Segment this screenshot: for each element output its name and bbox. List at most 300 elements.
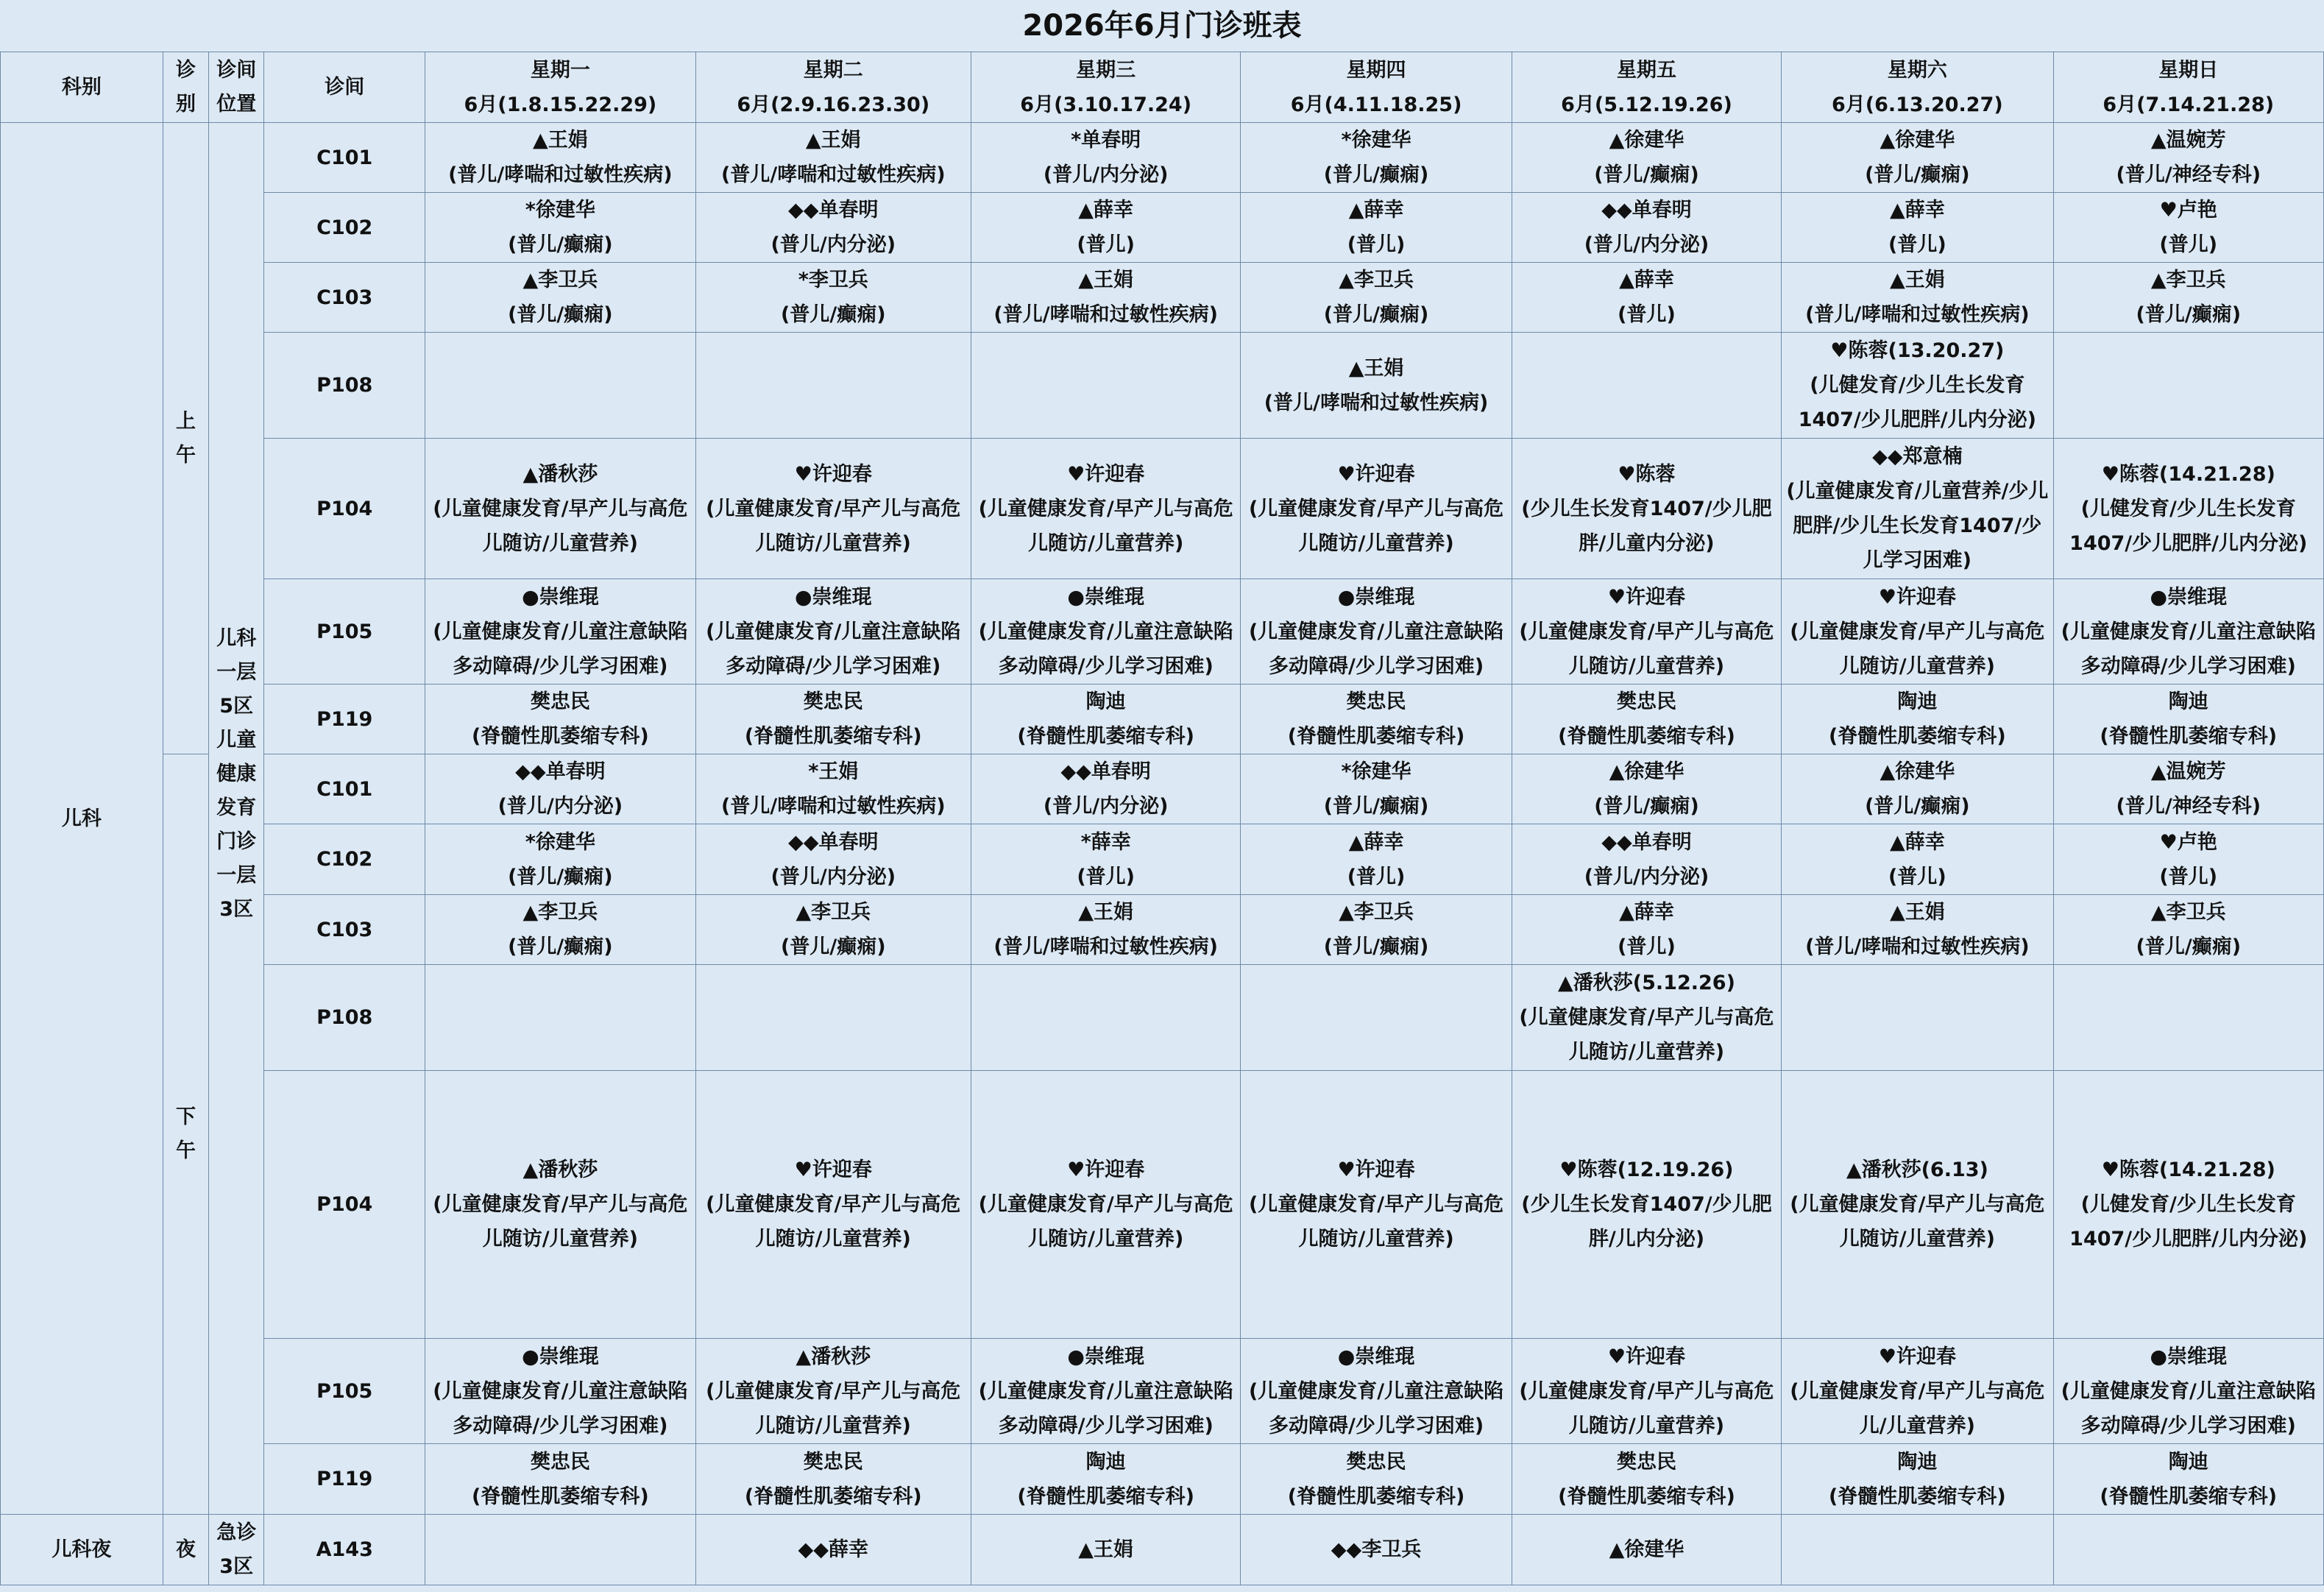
header-dept: 科别 (1, 52, 163, 123)
day-name: 星期二 (803, 58, 863, 82)
specialty-text: (儿童健康发育/早产儿与高危儿随访/儿童营养) (978, 1193, 1233, 1250)
specialty-text: (儿童健康发育/儿童注意缺陷多动障碍/少儿学习困难) (978, 620, 1233, 678)
doctor-name: ▲薛幸 (1619, 269, 1674, 291)
schedule-cell (425, 333, 695, 439)
schedule-cell (971, 1444, 1240, 1515)
specialty-text: (普儿/癫痫) (781, 935, 886, 958)
specialty-text: (儿童健康发育/早产儿与高危儿随访/儿童营养) (1519, 1006, 1774, 1064)
schedule-cell (1241, 439, 1512, 579)
header-day-5 (1512, 52, 1781, 123)
schedule-cell (1241, 824, 1512, 895)
schedule-cell (425, 684, 695, 754)
schedule-cell (1512, 1515, 1781, 1585)
specialty-text: (普儿/哮喘和过敏性疾病) (1805, 935, 2030, 958)
specialty-text: (普儿/癫痫) (1323, 303, 1429, 326)
schedule-table (0, 52, 2324, 1585)
schedule-cell (1241, 263, 1512, 333)
schedule-cell (971, 754, 1240, 824)
schedule-cell (1241, 965, 1512, 1071)
schedule-cell (2053, 965, 2323, 1071)
specialty-text: (普儿/癫痫) (508, 303, 613, 326)
schedule-cell (2053, 1071, 2323, 1339)
room-cell: P108 (264, 333, 425, 439)
specialty-text: (普儿/癫痫) (2136, 303, 2242, 326)
table-row (1, 1071, 2324, 1339)
dept-night-cell: 儿科夜 (1, 1515, 163, 1585)
header-day-4 (1241, 52, 1512, 123)
specialty-text: (脊髓性肌萎缩专科) (2100, 1485, 2278, 1508)
specialty-text: (普儿/哮喘和过敏性疾病) (993, 303, 1218, 326)
specialty-text: (儿童健康发育/儿童注意缺陷多动障碍/少儿学习困难) (978, 1379, 1233, 1437)
header-session: 诊 别 (163, 52, 208, 123)
schedule-cell (1782, 439, 2053, 579)
doctor-name: ♥许迎春 (1878, 1345, 1956, 1368)
specialty-text: (普儿) (1347, 865, 1406, 888)
schedule-cell (695, 1071, 971, 1339)
doctor-name: *王娟 (808, 760, 859, 783)
doctor-name: ▲徐建华 (1609, 129, 1684, 152)
specialty-text: (普儿/癫痫) (1323, 795, 1429, 818)
schedule-cell (1241, 1071, 1512, 1339)
schedule-cell (695, 333, 971, 439)
schedule-cell (695, 895, 971, 965)
schedule-cell (425, 824, 695, 895)
doctor-name: ▲王娟 (805, 129, 861, 152)
specialty-text: (儿童健康发育/早产儿与高危儿随访/儿童营养) (978, 497, 1233, 555)
specialty-text: (普儿) (1888, 865, 1946, 888)
specialty-text: (儿童健康发育/早产儿与高危儿随访/儿童营养) (706, 497, 961, 555)
schedule-cell (1512, 965, 1781, 1071)
doctor-name: ♥陈蓉(14.21.28) (2101, 1158, 2275, 1181)
day-name: 星期五 (1616, 58, 1676, 82)
doctor-name: ◆◆薛幸 (798, 1538, 869, 1561)
doctor-name: ◆◆单春明 (788, 199, 879, 222)
doctor-name: ♥许迎春 (1067, 462, 1145, 486)
day-dates: 6月(3.10.17.24) (1020, 93, 1192, 116)
specialty-text: (普儿/内分泌) (770, 233, 896, 256)
doctor-name: ▲潘秋莎(6.13) (1846, 1158, 1988, 1181)
room-cell: P119 (264, 1444, 425, 1515)
doctor-name: ▲王娟 (1078, 1538, 1134, 1561)
doctor-name: ◆◆单春明 (1601, 199, 1692, 222)
specialty-text: (普儿/神经专科) (2116, 163, 2261, 186)
specialty-text: (儿童健康发育/早产儿与高危儿随访/儿童营养) (706, 1379, 961, 1437)
specialty-text: (普儿/内分泌) (1043, 795, 1169, 818)
doctor-name: ▲徐建华 (1880, 760, 1955, 783)
schedule-cell (1512, 1444, 1781, 1515)
schedule-cell (1512, 754, 1781, 824)
schedule-cell (1241, 684, 1512, 754)
specialty-text: (脊髓性肌萎缩专科) (1558, 1485, 1735, 1508)
schedule-cell (695, 439, 971, 579)
doctor-name: ♥卢艳 (2159, 199, 2217, 222)
schedule-cell (971, 1071, 1240, 1339)
room-cell: P104 (264, 1071, 425, 1339)
specialty-text: (普儿/内分泌) (497, 795, 623, 818)
doctor-name: ▲潘秋莎 (796, 1345, 871, 1368)
doctor-name: ▲王娟 (1889, 269, 1945, 291)
schedule-cell (2053, 824, 2323, 895)
schedule-cell (425, 965, 695, 1071)
doctor-name: ♥陈蓉(14.21.28) (2101, 462, 2275, 486)
schedule-cell (695, 1515, 971, 1585)
schedule-cell (1782, 123, 2053, 193)
specialty-text: (儿童健康发育/儿童注意缺陷多动障碍/少儿学习困难) (706, 620, 961, 678)
doctor-name: ▲徐建华 (1880, 129, 1955, 152)
schedule-cell (425, 193, 695, 263)
specialty-text: (普儿) (1077, 233, 1136, 256)
specialty-text: (脊髓性肌萎缩专科) (1829, 725, 2006, 748)
schedule-cell (971, 965, 1240, 1071)
specialty-text: (儿童健康发育/儿童注意缺陷多动障碍/少儿学习困难) (1248, 1379, 1504, 1437)
schedule-cell (1512, 684, 1781, 754)
doctor-name: ▲潘秋莎(5.12.26) (1558, 972, 1735, 994)
schedule-cell (2053, 123, 2323, 193)
header-day-7 (2053, 52, 2323, 123)
schedule-cell (2053, 193, 2323, 263)
day-dates: 6月(7.14.21.28) (2102, 93, 2275, 116)
specialty-text: (儿童健康发育/早产儿与高危儿随访/儿童营养) (1519, 620, 1774, 678)
specialty-text: (普儿/哮喘和过敏性疾病) (993, 935, 1218, 958)
schedule-cell (2053, 439, 2323, 579)
room-cell: A143 (264, 1515, 425, 1585)
doctor-name: ▲李卫兵 (796, 901, 871, 924)
schedule-cell (2053, 1515, 2323, 1585)
schedule-cell (971, 579, 1240, 684)
specialty-text: (少儿生长发育1407/少儿肥胖/儿童内分泌) (1521, 497, 1772, 555)
schedule-cell (1782, 263, 2053, 333)
doctor-name: 樊忠民 (1616, 1450, 1676, 1474)
doctor-name: ●崇维琨 (2150, 1345, 2228, 1368)
schedule-cell (1512, 1071, 1781, 1339)
doctor-name: ▲李卫兵 (522, 901, 598, 924)
schedule-cell (971, 193, 1240, 263)
session-night: 夜 (163, 1515, 208, 1585)
room-cell: C101 (264, 123, 425, 193)
specialty-text: (普儿/神经专科) (2116, 795, 2261, 818)
schedule-cell (425, 1444, 695, 1515)
day-dates: 6月(4.11.18.25) (1290, 93, 1462, 116)
day-name: 星期六 (1887, 58, 1947, 82)
header-room: 诊间 (264, 52, 425, 123)
specialty-text: (脊髓性肌萎缩专科) (2100, 725, 2278, 748)
schedule-cell (971, 439, 1240, 579)
specialty-text: (普儿/内分泌) (1043, 163, 1169, 186)
doctor-name: 陶迪 (1085, 690, 1126, 713)
doctor-name: ▲薛幸 (1619, 901, 1674, 924)
table-row (1, 1515, 2324, 1585)
doctor-name: ▲薛幸 (1889, 199, 1945, 222)
doctor-name: ♥许迎春 (1337, 462, 1415, 486)
specialty-text: (普儿/内分泌) (1584, 233, 1710, 256)
doctor-name: ▲徐建华 (1609, 1538, 1684, 1561)
specialty-text: (儿童健康发育/儿童注意缺陷多动障碍/少儿学习困难) (2061, 620, 2316, 678)
specialty-text: (脊髓性肌萎缩专科) (1287, 1485, 1465, 1508)
schedule-cell (1512, 579, 1781, 684)
schedule-cell (2053, 1339, 2323, 1444)
schedule-cell (1782, 684, 2053, 754)
table-row (1, 193, 2324, 263)
specialty-text: (普儿/癫痫) (508, 865, 613, 888)
schedule-cell (971, 333, 1240, 439)
specialty-text: (普儿) (1618, 935, 1676, 958)
doctor-name: ♥许迎春 (1067, 1158, 1145, 1181)
schedule-cell (1512, 333, 1781, 439)
specialty-text: (儿童健康发育/儿童注意缺陷多动障碍/少儿学习困难) (433, 620, 688, 678)
schedule-cell (425, 439, 695, 579)
specialty-text: (儿童健康发育/儿童注意缺陷多动障碍/少儿学习困难) (433, 1379, 688, 1437)
day-dates: 6月(1.8.15.22.29) (464, 93, 657, 116)
schedule-cell (695, 193, 971, 263)
specialty-text: (儿童健康发育/早产儿与高危儿随访/儿童营养) (1790, 620, 2045, 678)
page-title: 2026年6月门诊班表 (1022, 9, 1302, 43)
schedule-cell (695, 754, 971, 824)
schedule-cell (695, 263, 971, 333)
table-row (1, 439, 2324, 579)
specialty-text: (普儿/哮喘和过敏性疾病) (448, 163, 673, 186)
doctor-name: *李卫兵 (798, 269, 868, 291)
doctor-name: ♥许迎春 (1878, 585, 1956, 609)
table-row (1, 1339, 2324, 1444)
schedule-cell (2053, 1444, 2323, 1515)
doctor-name: ●崇维琨 (522, 1345, 599, 1368)
doctor-name: *徐建华 (1341, 760, 1411, 783)
location-night: 急诊 3区 (209, 1515, 264, 1585)
doctor-name: ♥许迎春 (794, 1158, 872, 1181)
schedule-body (1, 123, 2324, 1585)
specialty-text: (儿童健康发育/早产儿与高危儿随访/儿童营养) (433, 497, 688, 555)
room-cell: C101 (264, 754, 425, 824)
schedule-cell (1782, 895, 2053, 965)
doctor-name: ▲李卫兵 (522, 269, 598, 291)
doctor-name: ▲王娟 (1078, 901, 1134, 924)
day-name: 星期一 (530, 58, 590, 82)
schedule-cell (425, 1515, 695, 1585)
schedule-cell (1782, 824, 2053, 895)
schedule-cell (2053, 895, 2323, 965)
specialty-text: (脊髓性肌萎缩专科) (744, 725, 922, 748)
schedule-cell (1782, 579, 2053, 684)
schedule-cell (695, 1444, 971, 1515)
header-day-2 (695, 52, 971, 123)
doctor-name: ▲薛幸 (1889, 830, 1945, 854)
room-cell: C102 (264, 824, 425, 895)
specialty-text: (普儿/哮喘和过敏性疾病) (721, 163, 946, 186)
doctor-name: ▲温婉芳 (2150, 760, 2226, 783)
doctor-name: ▲薛幸 (1078, 199, 1134, 222)
specialty-text: (儿健发育/少儿生长发育1407/少儿肥胖/儿内分泌) (1798, 374, 2036, 431)
doctor-name: ●崇维琨 (1067, 585, 1144, 609)
doctor-name: ♥卢艳 (2159, 830, 2217, 854)
doctor-name: 樊忠民 (530, 690, 590, 713)
schedule-cell (1782, 1444, 2053, 1515)
specialty-text: (普儿) (1618, 303, 1676, 326)
schedule-cell (425, 754, 695, 824)
doctor-name: ●崇维琨 (794, 585, 872, 609)
table-row (1, 123, 2324, 193)
specialty-text: (普儿/癫痫) (781, 303, 886, 326)
table-row (1, 263, 2324, 333)
schedule-cell (971, 824, 1240, 895)
session-am: 上 午 (163, 123, 208, 754)
table-row (1, 333, 2324, 439)
specialty-text: (儿童健康发育/早产儿与高危儿/儿童营养) (1790, 1379, 2045, 1437)
day-dates: 6月(5.12.19.26) (1561, 93, 1732, 116)
doctor-name: ◆◆单春明 (788, 830, 879, 854)
schedule-cell (2053, 754, 2323, 824)
doctor-name: ▲徐建华 (1609, 760, 1684, 783)
doctor-name: ▲王娟 (1078, 269, 1134, 291)
specialty-text: (普儿/癫痫) (1323, 935, 1429, 958)
specialty-text: (儿童健康发育/早产儿与高危儿随访/儿童营养) (706, 1193, 961, 1250)
schedule-cell (1512, 263, 1781, 333)
specialty-text: (脊髓性肌萎缩专科) (1017, 725, 1195, 748)
schedule-cell (971, 1339, 1240, 1444)
schedule-cell (425, 1071, 695, 1339)
specialty-text: (普儿/哮喘和过敏性疾病) (1264, 391, 1489, 414)
schedule-cell (1241, 1339, 1512, 1444)
specialty-text: (普儿) (1347, 233, 1406, 256)
doctor-name: *薛幸 (1080, 830, 1131, 854)
header-day-6 (1782, 52, 2053, 123)
doctor-name: ◆◆单春明 (515, 760, 606, 783)
doctor-name: *徐建华 (525, 199, 595, 222)
doctor-name: ♥陈蓉(13.20.27) (1830, 339, 2005, 362)
doctor-name: 樊忠民 (530, 1450, 590, 1474)
specialty-text: (儿童健康发育/儿童营养/少儿肥胖/少儿生长发育1407/少儿学习困难) (1786, 480, 2049, 572)
schedule-cell (1512, 1339, 1781, 1444)
schedule-cell (425, 895, 695, 965)
day-dates: 6月(6.13.20.27) (1831, 93, 2003, 116)
header-row (1, 52, 2324, 123)
specialty-text: (普儿/内分泌) (770, 865, 896, 888)
schedule-cell (1782, 193, 2053, 263)
table-row (1, 579, 2324, 684)
doctor-name: ▲李卫兵 (2150, 269, 2226, 291)
schedule-cell (695, 824, 971, 895)
doctor-name: 樊忠民 (803, 690, 863, 713)
specialty-text: (脊髓性肌萎缩专科) (1017, 1485, 1195, 1508)
table-row (1, 754, 2324, 824)
specialty-text: (普儿/癫痫) (1594, 795, 1699, 818)
doctor-name: *徐建华 (1341, 129, 1411, 152)
specialty-text: (普儿/癫痫) (508, 935, 613, 958)
doctor-name: 樊忠民 (1346, 690, 1406, 713)
schedule-cell (1241, 193, 1512, 263)
schedule-cell (2053, 684, 2323, 754)
room-cell: P105 (264, 579, 425, 684)
doctor-name: ◆◆郑意楠 (1872, 445, 1963, 468)
doctor-name: 陶迪 (1897, 1450, 1938, 1474)
doctor-name: ♥许迎春 (1337, 1158, 1415, 1181)
room-cell: C103 (264, 895, 425, 965)
specialty-text: (普儿/癫痫) (1594, 163, 1699, 186)
schedule-cell (1512, 123, 1781, 193)
table-row (1, 895, 2324, 965)
schedule-cell (425, 579, 695, 684)
specialty-text: (普儿) (2159, 233, 2218, 256)
specialty-text: (普儿/癫痫) (2136, 935, 2242, 958)
doctor-name: ▲李卫兵 (2150, 901, 2226, 924)
schedule-cell (425, 1339, 695, 1444)
schedule-cell (1241, 1444, 1512, 1515)
doctor-name: ●崇维琨 (1337, 1345, 1415, 1368)
doctor-name: ●崇维琨 (1337, 585, 1415, 609)
day-name: 星期四 (1346, 58, 1406, 82)
doctor-name: 陶迪 (1897, 690, 1938, 713)
room-cell: P105 (264, 1339, 425, 1444)
specialty-text: (儿童健康发育/儿童注意缺陷多动障碍/少儿学习困难) (1248, 620, 1504, 678)
schedule-cell (1241, 754, 1512, 824)
schedule-cell (1782, 333, 2053, 439)
specialty-text: (普儿/哮喘和过敏性疾病) (1805, 303, 2030, 326)
specialty-text: (脊髓性肌萎缩专科) (1287, 725, 1465, 748)
specialty-text: (普儿) (2159, 865, 2218, 888)
specialty-text: (普儿/癫痫) (508, 233, 613, 256)
location-text: 儿科 一层 5区 儿童 健康 发育 门诊 一层 3区 (216, 627, 257, 921)
doctor-name: 樊忠民 (1346, 1450, 1406, 1474)
specialty-text: (脊髓性肌萎缩专科) (472, 1485, 649, 1508)
schedule-cell (1782, 1071, 2053, 1339)
schedule-cell (2053, 579, 2323, 684)
doctor-name: ▲王娟 (532, 129, 588, 152)
specialty-text: (脊髓性肌萎缩专科) (472, 725, 649, 748)
schedule-cell (971, 123, 1240, 193)
doctor-name: ♥许迎春 (1607, 1345, 1686, 1368)
schedule-cell (1782, 965, 2053, 1071)
doctor-name: ♥许迎春 (794, 462, 872, 486)
doctor-name: ▲王娟 (1348, 356, 1404, 380)
room-cell: C103 (264, 263, 425, 333)
doctor-name: ▲薛幸 (1348, 199, 1404, 222)
day-name: 星期三 (1076, 58, 1136, 82)
day-name: 星期日 (2158, 58, 2219, 82)
doctor-name: ♥陈蓉 (1618, 462, 1676, 486)
specialty-text: (少儿生长发育1407/少儿肥胖/儿内分泌) (1521, 1193, 1772, 1250)
doctor-name: ●崇维琨 (1067, 1345, 1144, 1368)
specialty-text: (普儿/癫痫) (1865, 163, 1970, 186)
doctor-name: 陶迪 (2168, 690, 2208, 713)
room-cell: P108 (264, 965, 425, 1071)
doctor-name: ▲潘秋莎 (522, 1158, 598, 1181)
schedule-cell (1241, 123, 1512, 193)
doctor-name: 陶迪 (2168, 1450, 2208, 1474)
specialty-text: (脊髓性肌萎缩专科) (744, 1485, 922, 1508)
specialty-text: (普儿/癫痫) (1323, 163, 1429, 186)
dept-cell: 儿科 (1, 123, 163, 1515)
specialty-text: (脊髓性肌萎缩专科) (1829, 1485, 2006, 1508)
doctor-name: 樊忠民 (1616, 690, 1676, 713)
schedule-cell (1512, 895, 1781, 965)
doctor-name: 樊忠民 (803, 1450, 863, 1474)
schedule-cell (1512, 824, 1781, 895)
specialty-text: (普儿/哮喘和过敏性疾病) (721, 795, 946, 818)
doctor-name: ▲王娟 (1889, 901, 1945, 924)
doctor-name: ◆◆单春明 (1060, 760, 1151, 783)
schedule-cell (1241, 579, 1512, 684)
doctor-name: ◆◆李卫兵 (1331, 1538, 1422, 1561)
table-row (1, 1444, 2324, 1515)
schedule-cell (2053, 263, 2323, 333)
schedule-cell (695, 965, 971, 1071)
doctor-name: ●崇维琨 (522, 585, 599, 609)
day-dates: 6月(2.9.16.23.30) (737, 93, 930, 116)
session-pm: 下 午 (163, 754, 208, 1515)
doctor-name: 陶迪 (1085, 1450, 1126, 1474)
location-cell (209, 123, 264, 1515)
schedule-cell (971, 684, 1240, 754)
specialty-text: (普儿) (1077, 865, 1136, 888)
